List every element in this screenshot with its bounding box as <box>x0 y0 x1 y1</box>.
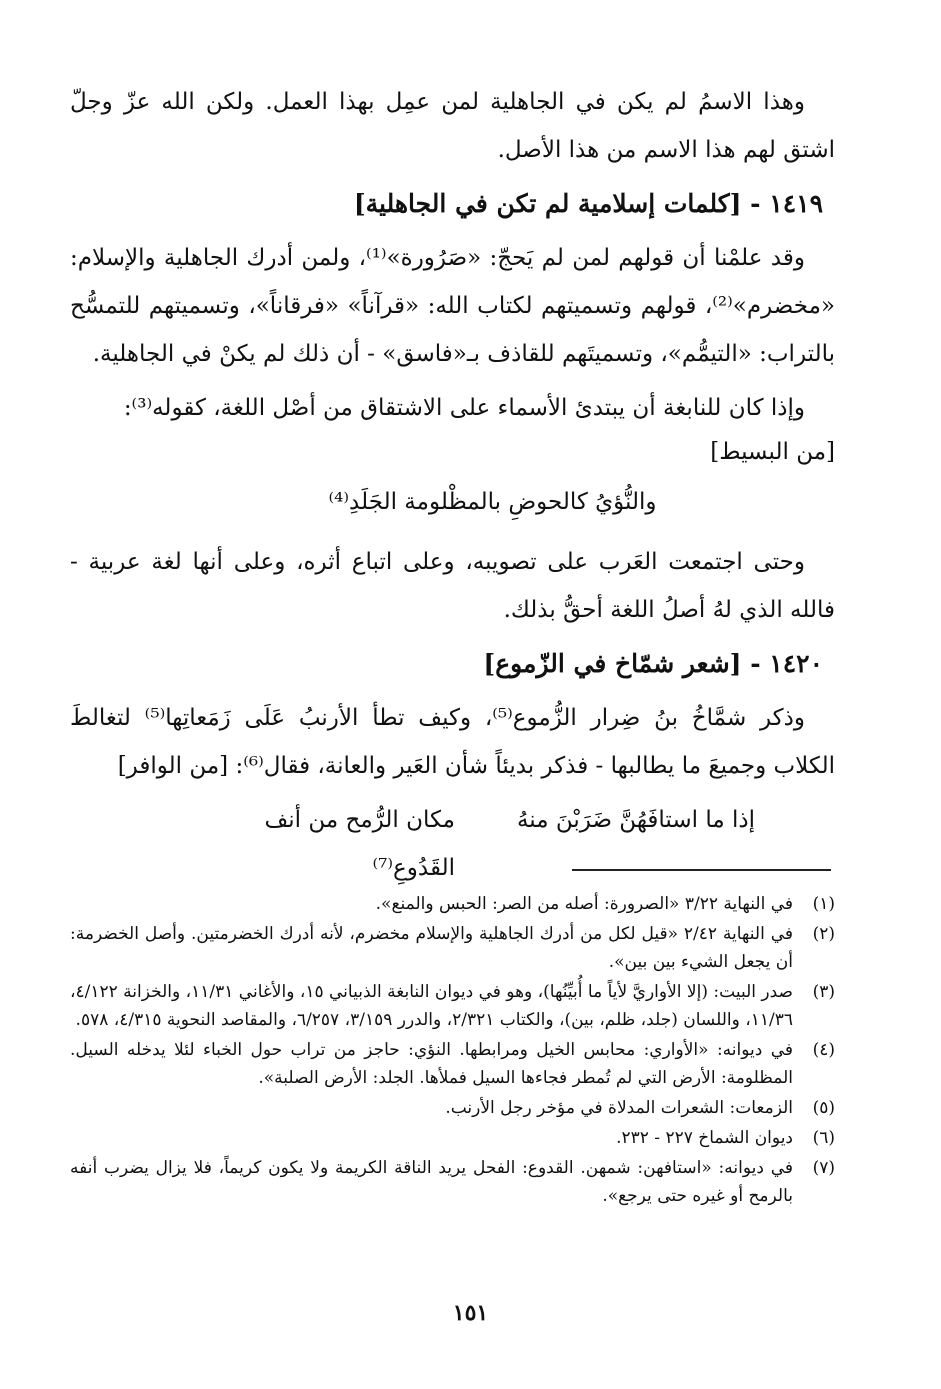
paragraph-2: وقد علمْنا أن قولهم لمن لم يَحجّ: «صَرُورة»⁽¹⁾، ولمن أدرك الجاهلية والإسلام: «مخضرم»⁽²⁾، قولهم وتسميتهم لكتاب الله: «قرآناً» «فرقاناً»، وتسميتهم للتمسُّح بالتراب: «التيمُّم»، وتسميتَهم للقاذف بـ«فاسق» - أن ذلك لم يكنْ في الجاهلية. <box>70 245 835 367</box>
footnote-item <box>70 920 835 976</box>
paragraph-3: وإذا كان للنابغة أن يبتدئ الأسماء على الاشتقاق من أصْل اللغة، كقوله⁽³⁾: <box>123 395 805 421</box>
footnote-number: (٥) <box>812 1098 835 1118</box>
footnote-text: في النهاية ٣/٢٢ «الصرورة: أصله من الصر: الحبس والمنع». <box>375 894 793 914</box>
verse-shammakh <box>70 796 835 892</box>
paragraph-5: وذكر شمَّاخُ بنُ ضِرار الزُّموع⁽⁵⁾، وكيف تطأ الأرنبُ عَلَى زَمَعاتِها⁽⁵⁾ لتغالطَ الكلاب وجميعَ ما يطالبها - فذكر بديئاً شأن العَير والعانة، فقال⁽⁶⁾: [من الوافر] <box>70 705 835 779</box>
paragraph-4: وحتى اجتمعت العَرب على تصويبه، وعلى اتباع أثره، وعلى أنها لغة عربية - فالله الذي لهُ أصلُ اللغة أحقُّ بذلك. <box>70 549 835 623</box>
footnote-item <box>70 1124 835 1152</box>
footnote-text: ديوان الشماخ ٢٢٧ - ٢٣٢. <box>616 1128 793 1148</box>
footnote-text: في النهاية ٢/٤٢ «قيل لكل من أدرك الجاهلية والإسلام مخضرم، لأنه أدرك الخضرمتين. وأصل الخضرمة: أن يجعل الشيء بين بين». <box>70 924 793 972</box>
section-heading-1419: ١٤١٩ - [كلمات إسلامية لم تكن في الجاهلية] <box>353 189 823 218</box>
footnote-text: الزمعات: الشعرات المدلاة في مؤخر رجل الأرنب. <box>445 1098 793 1118</box>
paragraph-1: وهذا الاسمُ لم يكن في الجاهلية لمن عمِل بهذا العمل. ولكن الله عزّ وجلّ اشتق لهم هذا الاسم من هذا الأصل. <box>70 89 835 163</box>
verse-first-hemistich: إذا ما استافَهُنَّ ضَرَبْنَ منهُ <box>516 807 755 833</box>
section-heading-1420: ١٤٢٠ - [شعر شمّاخ في الزّموع] <box>483 649 823 678</box>
footnote-number: (١) <box>812 894 835 914</box>
footnote-item <box>70 1094 835 1122</box>
footnote-item <box>70 1036 835 1092</box>
verse-gap <box>455 796 495 892</box>
footnote-item <box>70 890 835 918</box>
verse-nabigha: والنُّؤيُ كالحوضِ بالمظْلومة الجَلَدِ⁽⁴⁾ <box>328 489 657 515</box>
page-number: ١٥١ <box>452 1300 489 1326</box>
footnote-divider <box>572 869 831 871</box>
footnote-number: (٤) <box>812 1040 835 1060</box>
footnote-item <box>70 1154 835 1210</box>
footnote-number: (٧) <box>812 1158 835 1178</box>
footnote-number: (٢) <box>812 924 835 944</box>
footnote-text: في ديوانه: «الأواري: محابس الخيل ومرابطها. النؤي: حاجز من تراب حول الخباء لئلا يدخله السيل. المظلومة: الأرض التي لم تُمطر فجاءها السيل فملأها. الجلد: الأرض الصلبة». <box>70 1040 793 1088</box>
footnote-text: صدر البيت: (إلا الأواريَّ لأياً ما أُبيِّنُها)، وهو في ديوان النابغة الذبياني ١٥، والأغاني ١١/٣١، والخزانة ٤/١٢٢، ١١/٣٦، واللسان (جلد، ظلم، بين)، والكتاب ٢/٣٢١، والدرر ٣/١٥٩، ٦/٢٥٧، والمقاصد النحوية ٤/٣١٥، ٥٧٨. <box>70 982 793 1030</box>
verse-second-hemistich: مكان الرُّمح من أنف القَدُوعِ⁽⁷⁾ <box>264 807 455 881</box>
footnote-item <box>70 978 835 1034</box>
footnote-number: (٦) <box>812 1128 835 1148</box>
footnotes <box>70 890 835 1212</box>
footnote-text: في ديوانه: «استافهن: شمهن. القدوع: الفحل يريد الناقة الكريمة ولا يكون كريماً، فلا يزال يضرب أنفه بالرمح أو غيره حتى يرجع». <box>70 1158 793 1206</box>
footnote-number: (٣) <box>812 982 835 1002</box>
poetic-meter-label: [من البسيط] <box>710 439 835 465</box>
